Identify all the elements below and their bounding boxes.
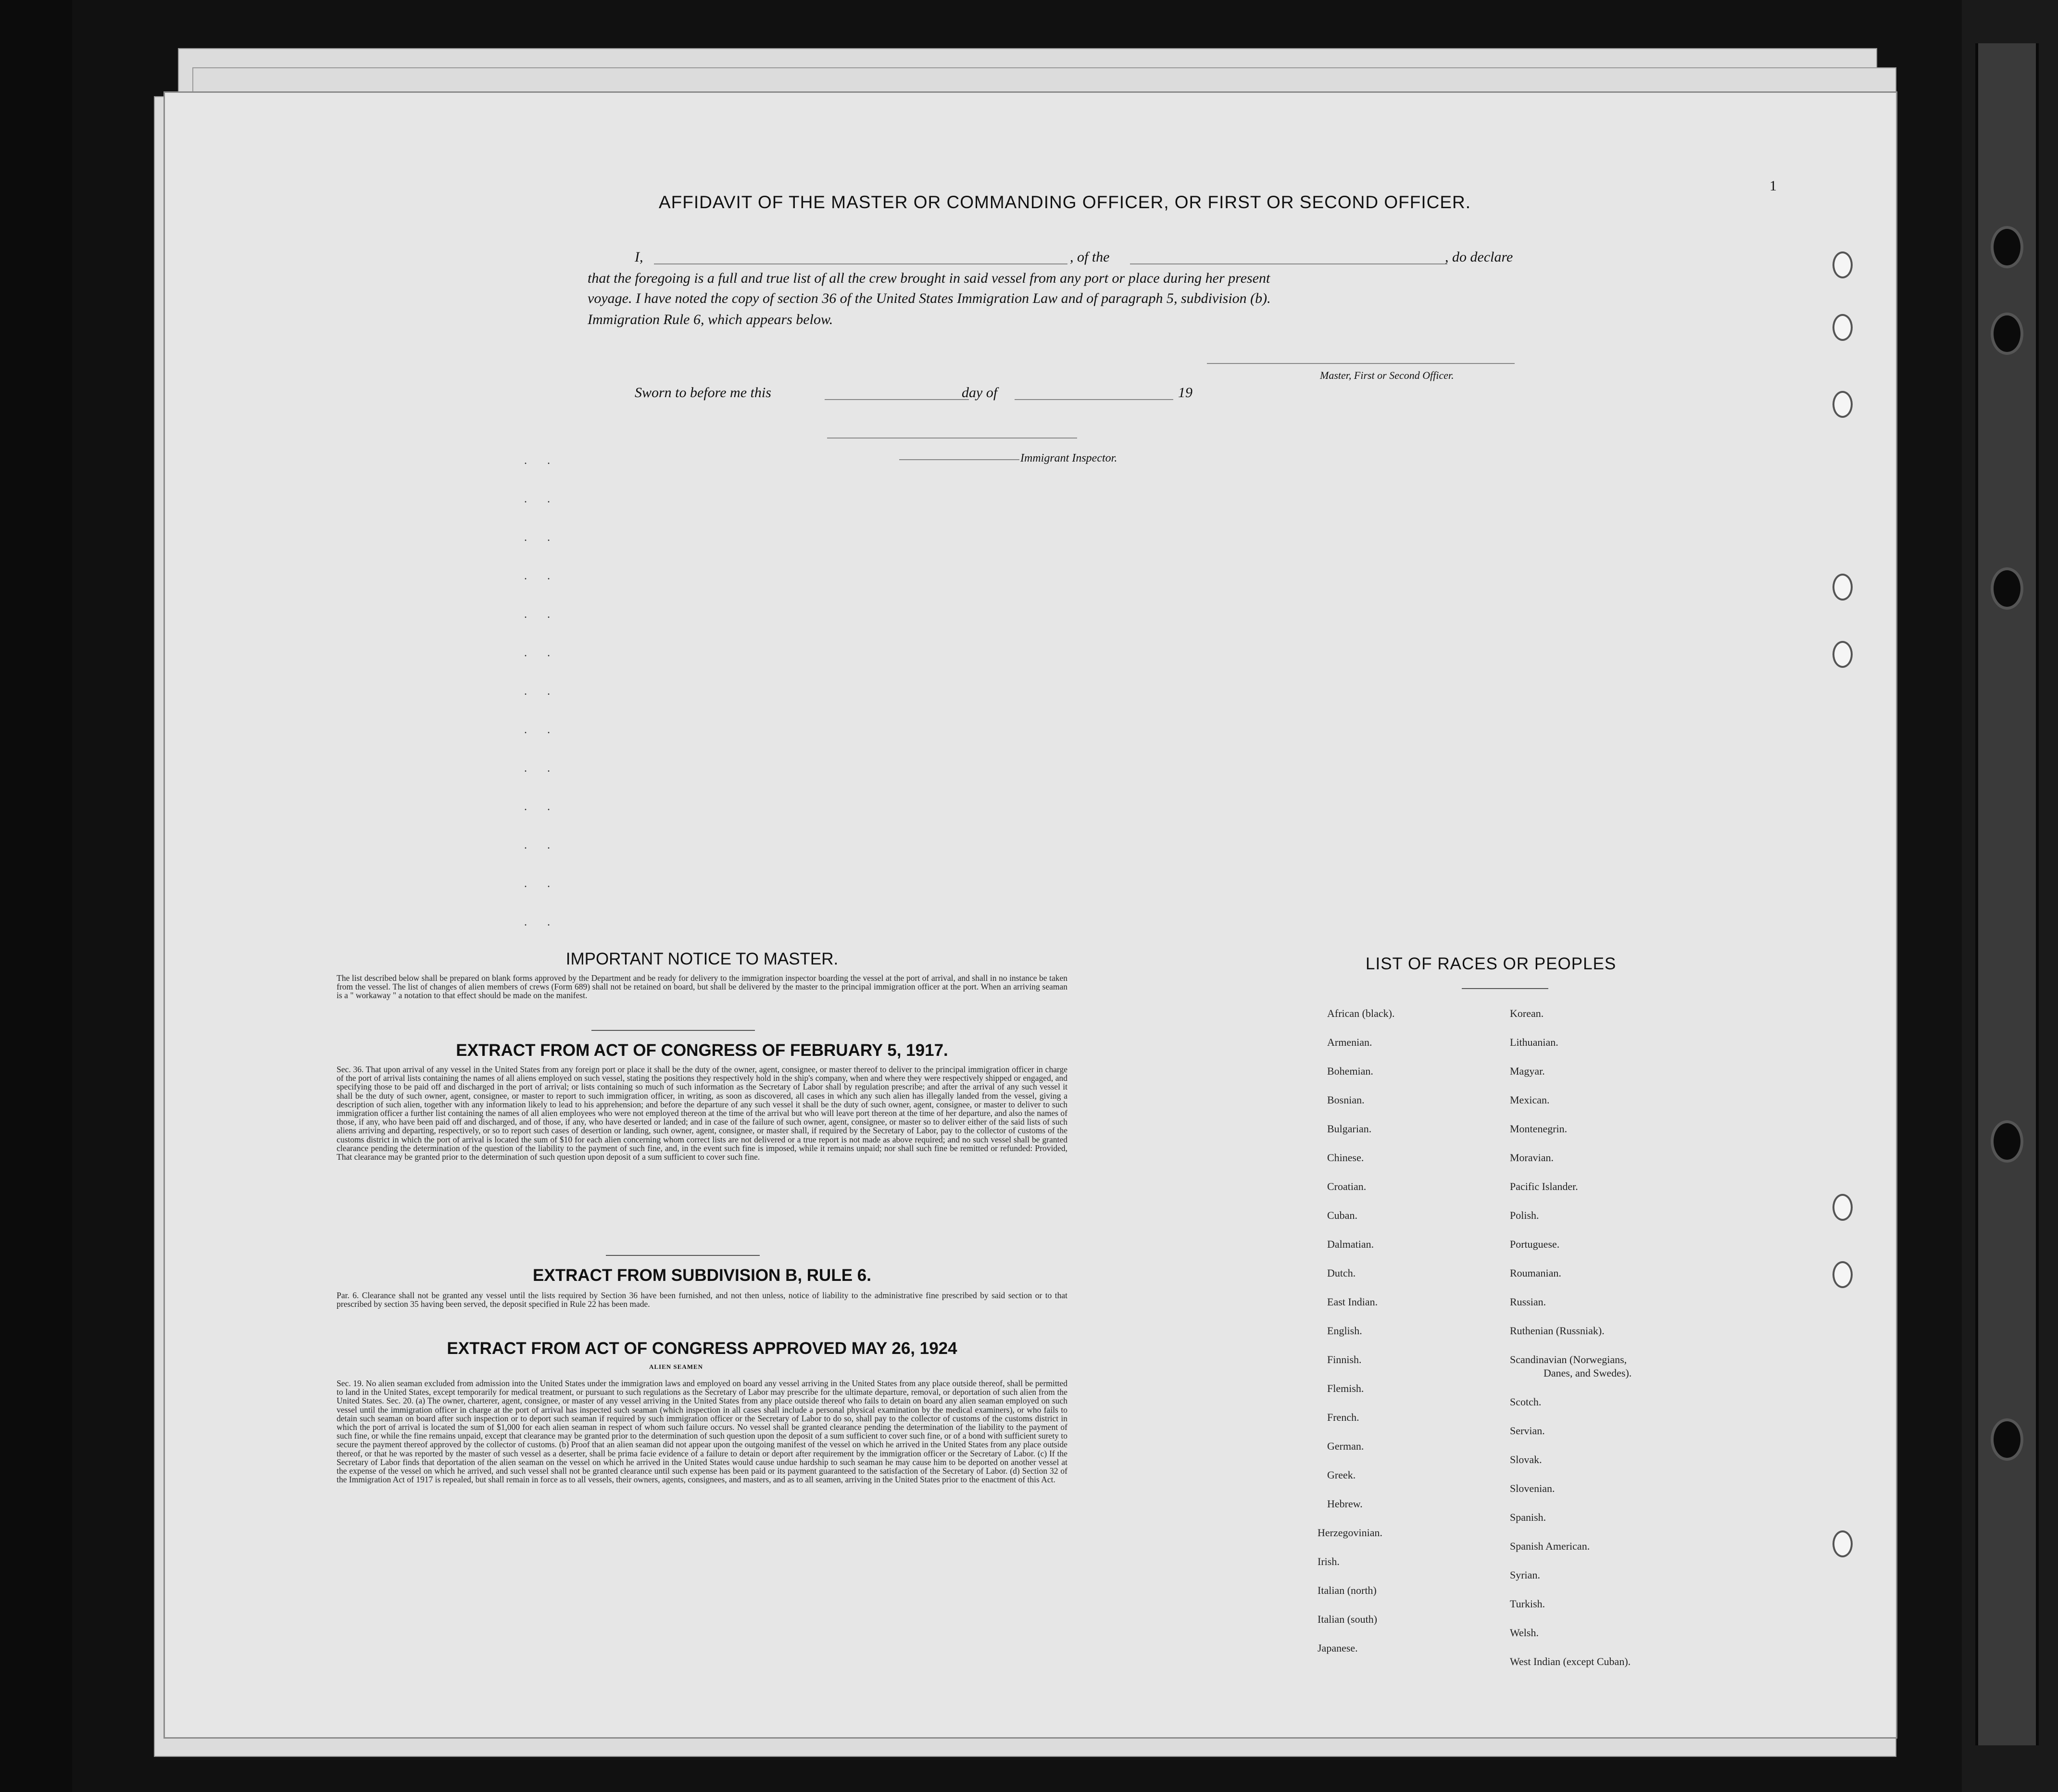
- race-item: Armenian.: [1327, 1036, 1372, 1048]
- binder-left-edge: [0, 0, 72, 1792]
- race-item: Dutch.: [1327, 1267, 1356, 1279]
- dot-leader: . .: [524, 531, 559, 544]
- race-item: Herzegovinian.: [1318, 1527, 1382, 1539]
- punch-hole-icon: [1832, 574, 1853, 601]
- inspector-signature-line[interactable]: [827, 438, 1077, 439]
- divider: [591, 1030, 755, 1031]
- race-item: Chinese.: [1327, 1152, 1364, 1164]
- dot-leader: . .: [524, 916, 559, 928]
- race-item: African (black).: [1327, 1007, 1395, 1019]
- race-item: Lithuanian.: [1510, 1036, 1558, 1048]
- race-item: Ruthenian (Russniak).: [1510, 1325, 1605, 1337]
- master-signature-label: Master, First or Second Officer.: [1320, 369, 1454, 381]
- dot-leader: . .: [524, 493, 559, 505]
- race-item: Slovenian.: [1510, 1482, 1555, 1494]
- rule6-title: EXTRACT FROM SUBDIVISION B, RULE 6.: [533, 1266, 871, 1285]
- binder-hole-icon: [1991, 567, 2023, 610]
- race-item: Roumanian.: [1510, 1267, 1561, 1279]
- notice-text: The list described below shall be prepared on blank forms approved by the Department and be ready for delivery to the immigration inspector boarding the vessel at the port of arrival, and shall in no instance be taken from the vessel. The list of changes of alien members of crews (Form 689) shall not be retained on board, but shall be delivered by the master to the principal immigration officer at the port. When an arriving seaman is a " workaway " a notation to that effect should be made on the manifest.: [337, 973, 1067, 1001]
- punch-hole-icon: [1832, 641, 1853, 668]
- dot-leader: . .: [524, 647, 559, 659]
- affidavit-do-declare: , do declare: [1445, 249, 1513, 265]
- inspector-name-line: [899, 459, 1019, 460]
- binder-hole-icon: [1991, 226, 2023, 268]
- dot-leader: . .: [524, 877, 559, 890]
- day-blank[interactable]: [825, 399, 969, 400]
- affidavit-i: I,: [635, 249, 643, 265]
- race-item: Spanish American.: [1510, 1540, 1590, 1552]
- page-number: 1: [1769, 178, 1777, 194]
- divider: [606, 1255, 760, 1256]
- alien-seamen-subtitle: ALIEN SEAMEN: [649, 1363, 703, 1370]
- race-item: Flemish.: [1327, 1382, 1364, 1394]
- dot-leader: . .: [524, 839, 559, 852]
- race-item: West Indian (except Cuban).: [1510, 1655, 1631, 1667]
- race-item: Polish.: [1510, 1209, 1539, 1221]
- extract-1917-text: Sec. 36. That upon arrival of any vessel in the United States from any foreign port or place it shall be the duty of the owner, agent, consignee, or master thereof to deliver to the principal immigration officer in charge of the port of arrival lists containing the names of all aliens employed on such vessel, stating the positions they respectively hold in the ship's company, when and where they were respectively shipped or engaged, and specifying those to be paid off and discharged in the port of arrival; or lists containing so much of such information as the Secretary of Labor shall by regulation prescribe; and after the arrival of any such vessel it shall be the duty of such owner, agent, consignee, or master to report to such immigration officer, in writing, as soon as discovered, all cases in which any such alien has illegally landed from the vessel, giving a description of such alien, together with any information likely to lead to his apprehension; and before the departure of any such vessel it shall be the duty of such owner, agent, consignee, or master to deliver to such immigration officer a further list containing the names of all alien employees who were not employed thereon at the time of the arrival but who will leave port thereon at the time of her departure, and also the names of those, if any, who have been paid off and discharged, and of those, if any, who have deserted or landed; and in case of the failure of such owner, agent, consignee, or master so to deliver either of the said lists of such aliens arriving and departing, respectively, or so to report such cases of desertion or landing, such owner, agent, consignee, or master shall, if required by the Secretary of Labor, pay to the collector of customs of the customs district in which the port of arrival is located the sum of $10 for each alien concerning whom correct lists are not delivered or a true report is not made as above required; and no such vessel shall be granted clearance pending the determination of the question of the liability to the payment of such fine, and, in the event such fine is imposed, while it remains unpaid; nor shall such fine be remitted or refunded: Provided, That clearance may be granted prior to the determination of such question upon deposit of a sum sufficient to cover such fine.: [337, 1065, 1067, 1162]
- race-item: Italian (south): [1318, 1613, 1378, 1625]
- binder-hole-icon: [1991, 313, 2023, 355]
- race-item: Irish.: [1318, 1555, 1340, 1567]
- race-item: Russian.: [1510, 1296, 1546, 1308]
- race-item: Cuban.: [1327, 1209, 1357, 1221]
- race-item: Pacific Islander.: [1510, 1180, 1578, 1192]
- divider: [1462, 988, 1548, 989]
- race-item: Scotch.: [1510, 1396, 1542, 1408]
- affidavit-line: voyage. I have noted the copy of section 36 of the United States Immigration Law and of paragraph 5, subdivision (b).: [588, 290, 1271, 306]
- affidavit-line: that the foregoing is a full and true list of all the crew brought in said vessel from any port or place during her present: [588, 270, 1270, 286]
- race-item: Spanish.: [1510, 1511, 1546, 1523]
- races-title: LIST OF RACES OR PEOPLES: [1366, 954, 1617, 973]
- race-item: Greek.: [1327, 1469, 1356, 1481]
- race-item: Magyar.: [1510, 1065, 1545, 1077]
- notice-title: IMPORTANT NOTICE TO MASTER.: [565, 950, 839, 968]
- extract-1924-title: EXTRACT FROM ACT OF CONGRESS APPROVED MAY 26, 1924: [447, 1339, 957, 1358]
- punch-hole-icon: [1832, 251, 1853, 278]
- binder-strip: [1975, 43, 2039, 1745]
- race-item: Servian.: [1510, 1425, 1545, 1437]
- day-of-text: day of: [962, 385, 998, 401]
- dot-leader: . .: [524, 685, 559, 698]
- race-item: Slovak.: [1510, 1454, 1542, 1466]
- race-item: Turkish.: [1510, 1598, 1545, 1610]
- extract-1917-title: EXTRACT FROM ACT OF CONGRESS OF FEBRUARY 5, 1917.: [456, 1041, 948, 1060]
- race-item: Bohemian.: [1327, 1065, 1373, 1077]
- document-page: [163, 91, 1897, 1739]
- year-prefix: 19: [1178, 385, 1192, 401]
- binder-hole-icon: [1991, 1120, 2023, 1163]
- affidavit-title: AFFIDAVIT OF THE MASTER OR COMMANDING OFFICER, OR FIRST OR SECOND OFFICER.: [659, 192, 1471, 212]
- binder-right-edge: [1962, 0, 2058, 1792]
- affidavit-line: Immigration Rule 6, which appears below.: [588, 312, 833, 327]
- race-item: Danes, and Swedes).: [1544, 1367, 1632, 1379]
- punch-hole-icon: [1832, 391, 1853, 418]
- race-item: East Indian.: [1327, 1296, 1378, 1308]
- sworn-text: Sworn to before me this: [635, 385, 771, 401]
- race-item: Welsh.: [1510, 1627, 1539, 1639]
- race-item: English.: [1327, 1325, 1362, 1337]
- race-item: Portuguese.: [1510, 1238, 1560, 1250]
- dot-leader: . .: [524, 762, 559, 775]
- race-item: Dalmatian.: [1327, 1238, 1374, 1250]
- race-item: Scandinavian (Norwegians,: [1510, 1353, 1627, 1366]
- race-item: Montenegrin.: [1510, 1123, 1568, 1135]
- dot-leader: . .: [524, 608, 559, 621]
- race-item: Mexican.: [1510, 1094, 1550, 1106]
- dot-leader: . .: [524, 801, 559, 813]
- name-blank[interactable]: [654, 263, 1067, 264]
- extract-1924-text: Sec. 19. No alien seaman excluded from admission into the United States under the immigration laws and employed on board any vessel arriving in the United States from any place outside thereof, shall be permitted to land in the United States, except temporarily for medical treatment, or pursuant to such regulations as the Secretary of Labor may prescribe for the ultimate departure, removal, or deportation of such alien from the United States. Sec. 20. (a) The owner, charterer, agent, consignee, or master of any vessel arriving in the United States from any place outside thereof who fails to detain on board any alien seaman employed on such vessel until the immigration officer in charge at the port of arrival has inspected such seaman (which inspection in all cases shall include a personal physical examination by the medical examiners), or who fails to detain such seaman on board after such inspection or to deport such seaman if required by such immigration officer or the Secretary of Labor to do so, shall pay to the collector of customs of the customs district in which the port of arrival is located the sum of $1,000 for each alien seaman in respect of whom such failure occurs. No vessel shall be granted clearance pending the determination of the liability to the payment of such fine, or while the fine remains unpaid, except that clearance may be granted prior to the determination of such question upon the deposit of a sum sufficient to cover such fine, or of a bond with sufficient surety to secure the payment thereof approved by the collector of customs. (b) Proof that an alien seaman did not appear upon the outgoing manifest of the vessel on which he arrived in the United States from any place outside thereof, or that he was reported by the master of such vessel as a deserter, shall be prima facie evidence of a failure to detain or deport after requirement by the immigration officer or the Secretary of Labor. (c) If the Secretary of Labor finds that deportation of the alien seaman on the vessel on which he arrived in the United States would cause undue hardship to such seaman he may cause him to be deported on another vessel at the expense of the vessel on which he arrived, and such vessel shall not be granted clearance until such expense has been paid or its payment guaranteed to the satisfaction of the Secretary of Labor. (d) Section 32 of the Immigration Act of 1917 is repealed, but shall remain in force as to all vessels, their owners, agents, consignees, and masters, and as to all seamen, arriving in the United States prior to the enactment of this Act.: [337, 1378, 1067, 1485]
- dot-leader: . .: [524, 454, 559, 467]
- race-item: Japanese.: [1318, 1642, 1358, 1654]
- race-item: Korean.: [1510, 1007, 1544, 1019]
- race-item: Croatian.: [1327, 1180, 1367, 1192]
- dot-leader: . .: [524, 724, 559, 736]
- binder-hole-icon: [1991, 1418, 2023, 1461]
- race-item: German.: [1327, 1440, 1364, 1452]
- affidavit-of-the: , of the: [1070, 249, 1110, 265]
- vessel-blank[interactable]: [1130, 263, 1447, 264]
- dot-leader: . .: [524, 570, 559, 582]
- punch-hole-icon: [1832, 1261, 1853, 1288]
- race-item: Italian (north): [1318, 1584, 1377, 1596]
- rule6-text: Par. 6. Clearance shall not be granted any vessel until the lists required by Section 36 have been furnished, and not then unless, notice of liability to the administrative fine prescribed by said section or to that prescribed by section 35 having been served, the deposit specified in Rule 22 has been made.: [337, 1291, 1067, 1309]
- punch-hole-icon: [1832, 314, 1853, 341]
- race-item: Bosnian.: [1327, 1094, 1365, 1106]
- punch-hole-icon: [1832, 1194, 1853, 1221]
- race-item: French.: [1327, 1411, 1359, 1423]
- race-item: Syrian.: [1510, 1569, 1540, 1581]
- punch-hole-icon: [1832, 1530, 1853, 1557]
- race-item: Moravian.: [1510, 1152, 1554, 1164]
- master-signature-line[interactable]: [1207, 363, 1515, 364]
- inspector-label: Immigrant Inspector.: [1020, 452, 1117, 464]
- race-item: Hebrew.: [1327, 1498, 1363, 1510]
- race-item: Bulgarian.: [1327, 1123, 1372, 1135]
- month-blank[interactable]: [1015, 399, 1173, 400]
- race-item: Finnish.: [1327, 1353, 1362, 1366]
